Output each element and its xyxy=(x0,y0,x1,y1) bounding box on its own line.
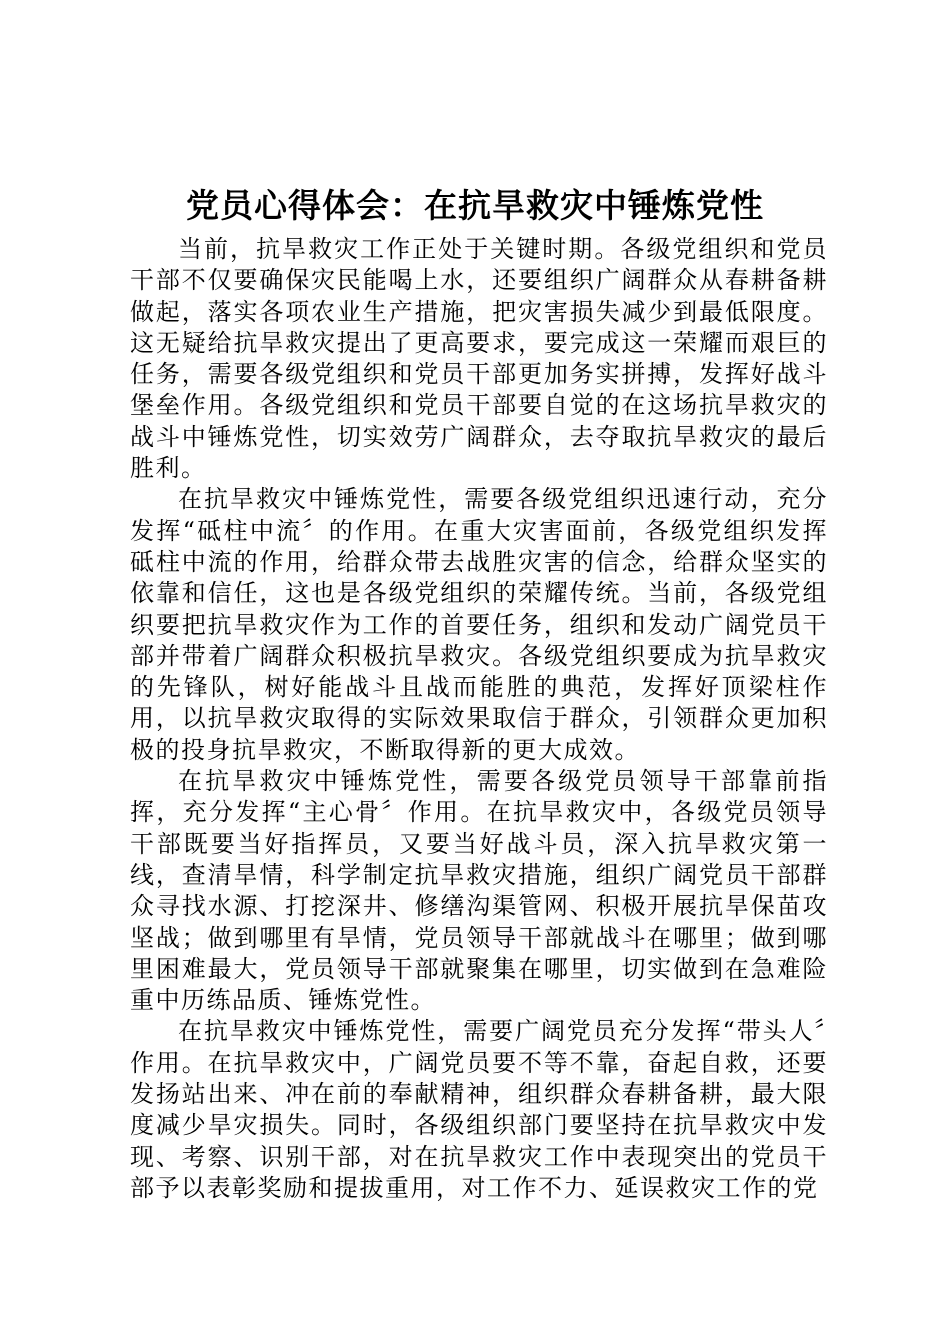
paragraph-1: 当前，抗旱救灾工作正处于关键时期。各级党组织和党员干部不仅要确保灾民能喝上水，还要组织广阔群众从春耕备耕做起，落实各项农业生产措施，把灾害损失减少到最低限度。这无疑给抗旱救灾提出了更高要求，要完成这一荣耀而艰巨的任务，需要各级党组织和党员干部更加务实拼搏，发挥好战斗堡垒作用。各级党组织和党员干部要自觉的在这场抗旱救灾的战斗中锤炼党性，切实效劳广阔群众，去夺取抗旱救灾的最后胜利。 xyxy=(130,235,828,483)
document-title: 党员心得体会：在抗旱救灾中锤炼党性 xyxy=(186,186,764,225)
paragraph-4: 在抗旱救灾中锤炼党性，需要广阔党员充分发挥“带头人〞作用。在抗旱救灾中，广阔党员要不等不靠，奋起自救，还要发扬站出来、冲在前的奉献精神，组织群众春耕备耕，最大限度减少旱灾损失。同时，各级组织部门要坚持在抗旱救灾中发现、考察、识别干部，对在抗旱救灾工作中表现突出的党员干部予以表彰奖励和提拔重用，对工作不力、延误救灾工作的党 xyxy=(130,1017,828,1202)
paragraph-3: 在抗旱救灾中锤炼党性，需要各级党员领导干部靠前指挥，充分发挥“主心骨〞作用。在抗旱救灾中，各级党员领导干部既要当好指挥员，又要当好战斗员，深入抗旱救灾第一线，查清旱情，科学制定抗旱救灾措施，组织广阔党员干部群众寻找水源、打挖深井、修缮沟渠管网、积极开展抗旱保苗攻坚战；做到哪里有旱情，党员领导干部就战斗在哪里；做到哪里困难最大，党员领导干部就聚集在哪里，切实做到在急难险重中历练品质、锤炼党性。 xyxy=(130,767,828,1015)
document-body xyxy=(130,234,828,1204)
paragraph-2: 在抗旱救灾中锤炼党性，需要各级党组织迅速行动，充分发挥“砥柱中流〞的作用。在重大灾害面前，各级党组织发挥砥柱中流的作用，给群众带去战胜灾害的信念，给群众坚实的依靠和信任，这也是各级党组织的荣耀传统。当前，各级党组织要把抗旱救灾作为工作的首要任务，组织和发动广阔党员干部并带着广阔群众积极抗旱救灾。各级党组织要成为抗旱救灾的先锋队，树好能战斗且战而能胜的典范，发挥好顶梁柱作用，以抗旱救灾取得的实际效果取信于群众，引领群众更加积极的投身抗旱救灾，不断取得新的更大成效。 xyxy=(130,485,828,764)
